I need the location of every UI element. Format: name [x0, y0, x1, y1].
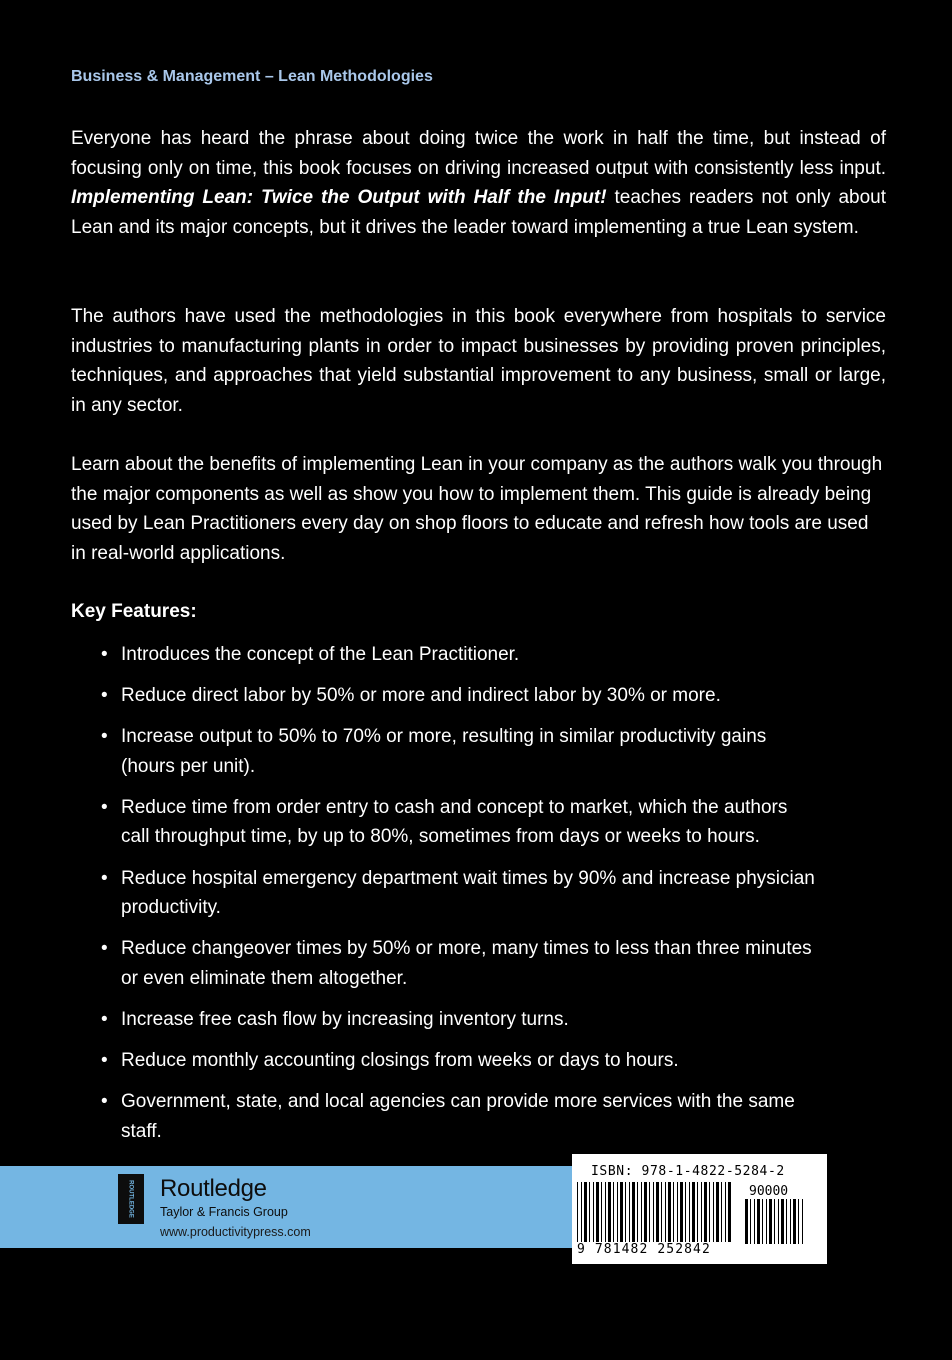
- bullet-icon: •: [101, 685, 108, 707]
- barcode-bar: [778, 1199, 779, 1244]
- barcode-bar: [625, 1182, 626, 1242]
- barcode-bar: [793, 1199, 796, 1244]
- bullet-icon: •: [101, 726, 108, 748]
- barcode-bar: [786, 1199, 787, 1244]
- barcode-bar: [605, 1182, 606, 1242]
- key-features-list: [0, 640, 821, 1158]
- barcode-bar: [584, 1182, 587, 1242]
- barcode-bar: [677, 1182, 678, 1242]
- feature-item: • Reduce monthly accounting closings from weeks or days to hours.: [0, 1046, 821, 1076]
- logo-vertical-text: ROUTLEDGE: [127, 1180, 134, 1218]
- barcode-bar: [692, 1182, 695, 1242]
- feature-item: • Introduces the concept of the Lean Practitioner.: [0, 640, 821, 670]
- barcode-bar: [728, 1182, 731, 1242]
- intro-text-after: teaches readers not only about Lean and its major concepts, but it drives the leader toward implementing a true Lean system.: [71, 187, 886, 238]
- barcode-bar: [697, 1182, 698, 1242]
- barcode-bar: [701, 1182, 702, 1242]
- category-label: Business & Management – Lean Methodologies: [71, 68, 433, 85]
- barcode-bar: [593, 1182, 594, 1242]
- barcode-bar: [790, 1199, 791, 1244]
- barcode-bar: [802, 1199, 803, 1244]
- methodology-paragraph: The authors have used the methodologies in this book everywhere from hospitals to service industries to manufacturing plants in order to impact businesses by providing proven principles, techniques, and approaches that yield substantial improvement to any business, small or large, in any sector.: [71, 306, 886, 416]
- barcode-bar: [680, 1182, 683, 1242]
- barcode-bar: [617, 1182, 618, 1242]
- price-code: 90000: [749, 1184, 789, 1199]
- bullet-icon: •: [101, 938, 108, 960]
- barcode-bar: [644, 1182, 647, 1242]
- barcode-bar: [577, 1182, 578, 1242]
- barcode-bar: [632, 1182, 635, 1242]
- barcode-bar: [641, 1182, 642, 1242]
- barcode-bar: [629, 1182, 630, 1242]
- barcode-bar: [601, 1182, 602, 1242]
- barcode-bar: [745, 1199, 748, 1244]
- barcode-bar: [661, 1182, 662, 1242]
- barcode-bar: [620, 1182, 623, 1242]
- feature-item: • Reduce changeover times by 50% or more, many times to less than three minutes or even eliminate them altogether.: [0, 934, 821, 993]
- isbn-text: ISBN: 978-1-4822-5284-2: [591, 1164, 785, 1179]
- bullet-icon: •: [101, 867, 108, 889]
- bullet-icon: •: [101, 1050, 108, 1072]
- barcode-bar: [613, 1182, 614, 1242]
- benefits-paragraph: Learn about the benefits of implementing Lean in your company as the authors walk you through the major components as well as show you how to implement them. This guide is already being used by Lean Practitioners every day on shop floors to educate and refresh how tools are used in real-world applications.: [71, 454, 883, 564]
- routledge-logo-icon: [118, 1174, 144, 1224]
- barcode-bar: [581, 1182, 582, 1242]
- barcode-bar: [774, 1199, 775, 1244]
- barcode-bar: [665, 1182, 666, 1242]
- barcode-main-icon: [577, 1182, 737, 1244]
- barcode-bar: [589, 1182, 590, 1242]
- feature-item: • Reduce direct labor by 50% or more and indirect labor by 30% or more.: [0, 681, 821, 711]
- barcode-bar: [649, 1182, 650, 1242]
- barcode-bar: [673, 1182, 674, 1242]
- barcode-bar: [725, 1182, 726, 1242]
- barcode-addon-icon: [745, 1199, 809, 1244]
- key-features-heading: Key Features:: [71, 601, 197, 622]
- barcode-bar: [721, 1182, 722, 1242]
- intro-text-before: Everyone has heard the phrase about doing twice the work in half the time, but instead of focusing only on time, this book focuses on driving increased output with consistently less input.: [71, 128, 886, 179]
- barcode-bar: [781, 1199, 784, 1244]
- barcode-bar: [716, 1182, 719, 1242]
- barcode-bar: [637, 1182, 638, 1242]
- barcode-bar: [762, 1199, 763, 1244]
- barcode-bar: [704, 1182, 707, 1242]
- barcode-bar: [608, 1182, 611, 1242]
- feature-item: • Reduce hospital emergency department wait times by 90% and increase physician productivity.: [0, 864, 821, 923]
- bullet-icon: •: [101, 1008, 108, 1030]
- barcode-bar: [766, 1199, 767, 1244]
- barcode-bar: [754, 1199, 755, 1244]
- barcode-bar: [750, 1199, 751, 1244]
- barcode-bar: [689, 1182, 690, 1242]
- barcode-bar: [653, 1182, 654, 1242]
- barcode-bar: [656, 1182, 659, 1242]
- barcode-bar: [769, 1199, 772, 1244]
- feature-item: • Increase output to 50% to 70% or more, resulting in similar productivity gains (hours per unit).: [0, 722, 821, 781]
- barcode-bar: [757, 1199, 760, 1244]
- barcode-bar: [596, 1182, 599, 1242]
- bullet-icon: •: [101, 796, 108, 818]
- feature-item: • Reduce time from order entry to cash and concept to market, which the authors call throughput time, by up to 80%, sometimes from days or weeks to hours.: [0, 793, 821, 852]
- barcode-bar: [709, 1182, 710, 1242]
- feature-item: • Increase free cash flow by increasing inventory turns.: [0, 1005, 821, 1035]
- barcode-bar: [713, 1182, 714, 1242]
- barcode-bar: [668, 1182, 671, 1242]
- ean-digits: 9 781482 252842: [577, 1242, 711, 1257]
- bullet-icon: •: [101, 644, 108, 665]
- bullet-icon: •: [101, 1091, 108, 1113]
- barcode-bar: [798, 1199, 799, 1244]
- book-title: Implementing Lean: Twice the Output with Half the Input!: [71, 187, 607, 209]
- barcode-bar: [685, 1182, 686, 1242]
- publisher-url: www.productivitypress.com: [160, 1225, 311, 1239]
- publisher-name: Routledge: [160, 1175, 267, 1202]
- intro-paragraph: [71, 124, 886, 242]
- feature-item: • Government, state, and local agencies can provide more services with the same staff.: [0, 1087, 821, 1146]
- publisher-group: Taylor & Francis Group: [160, 1205, 288, 1219]
